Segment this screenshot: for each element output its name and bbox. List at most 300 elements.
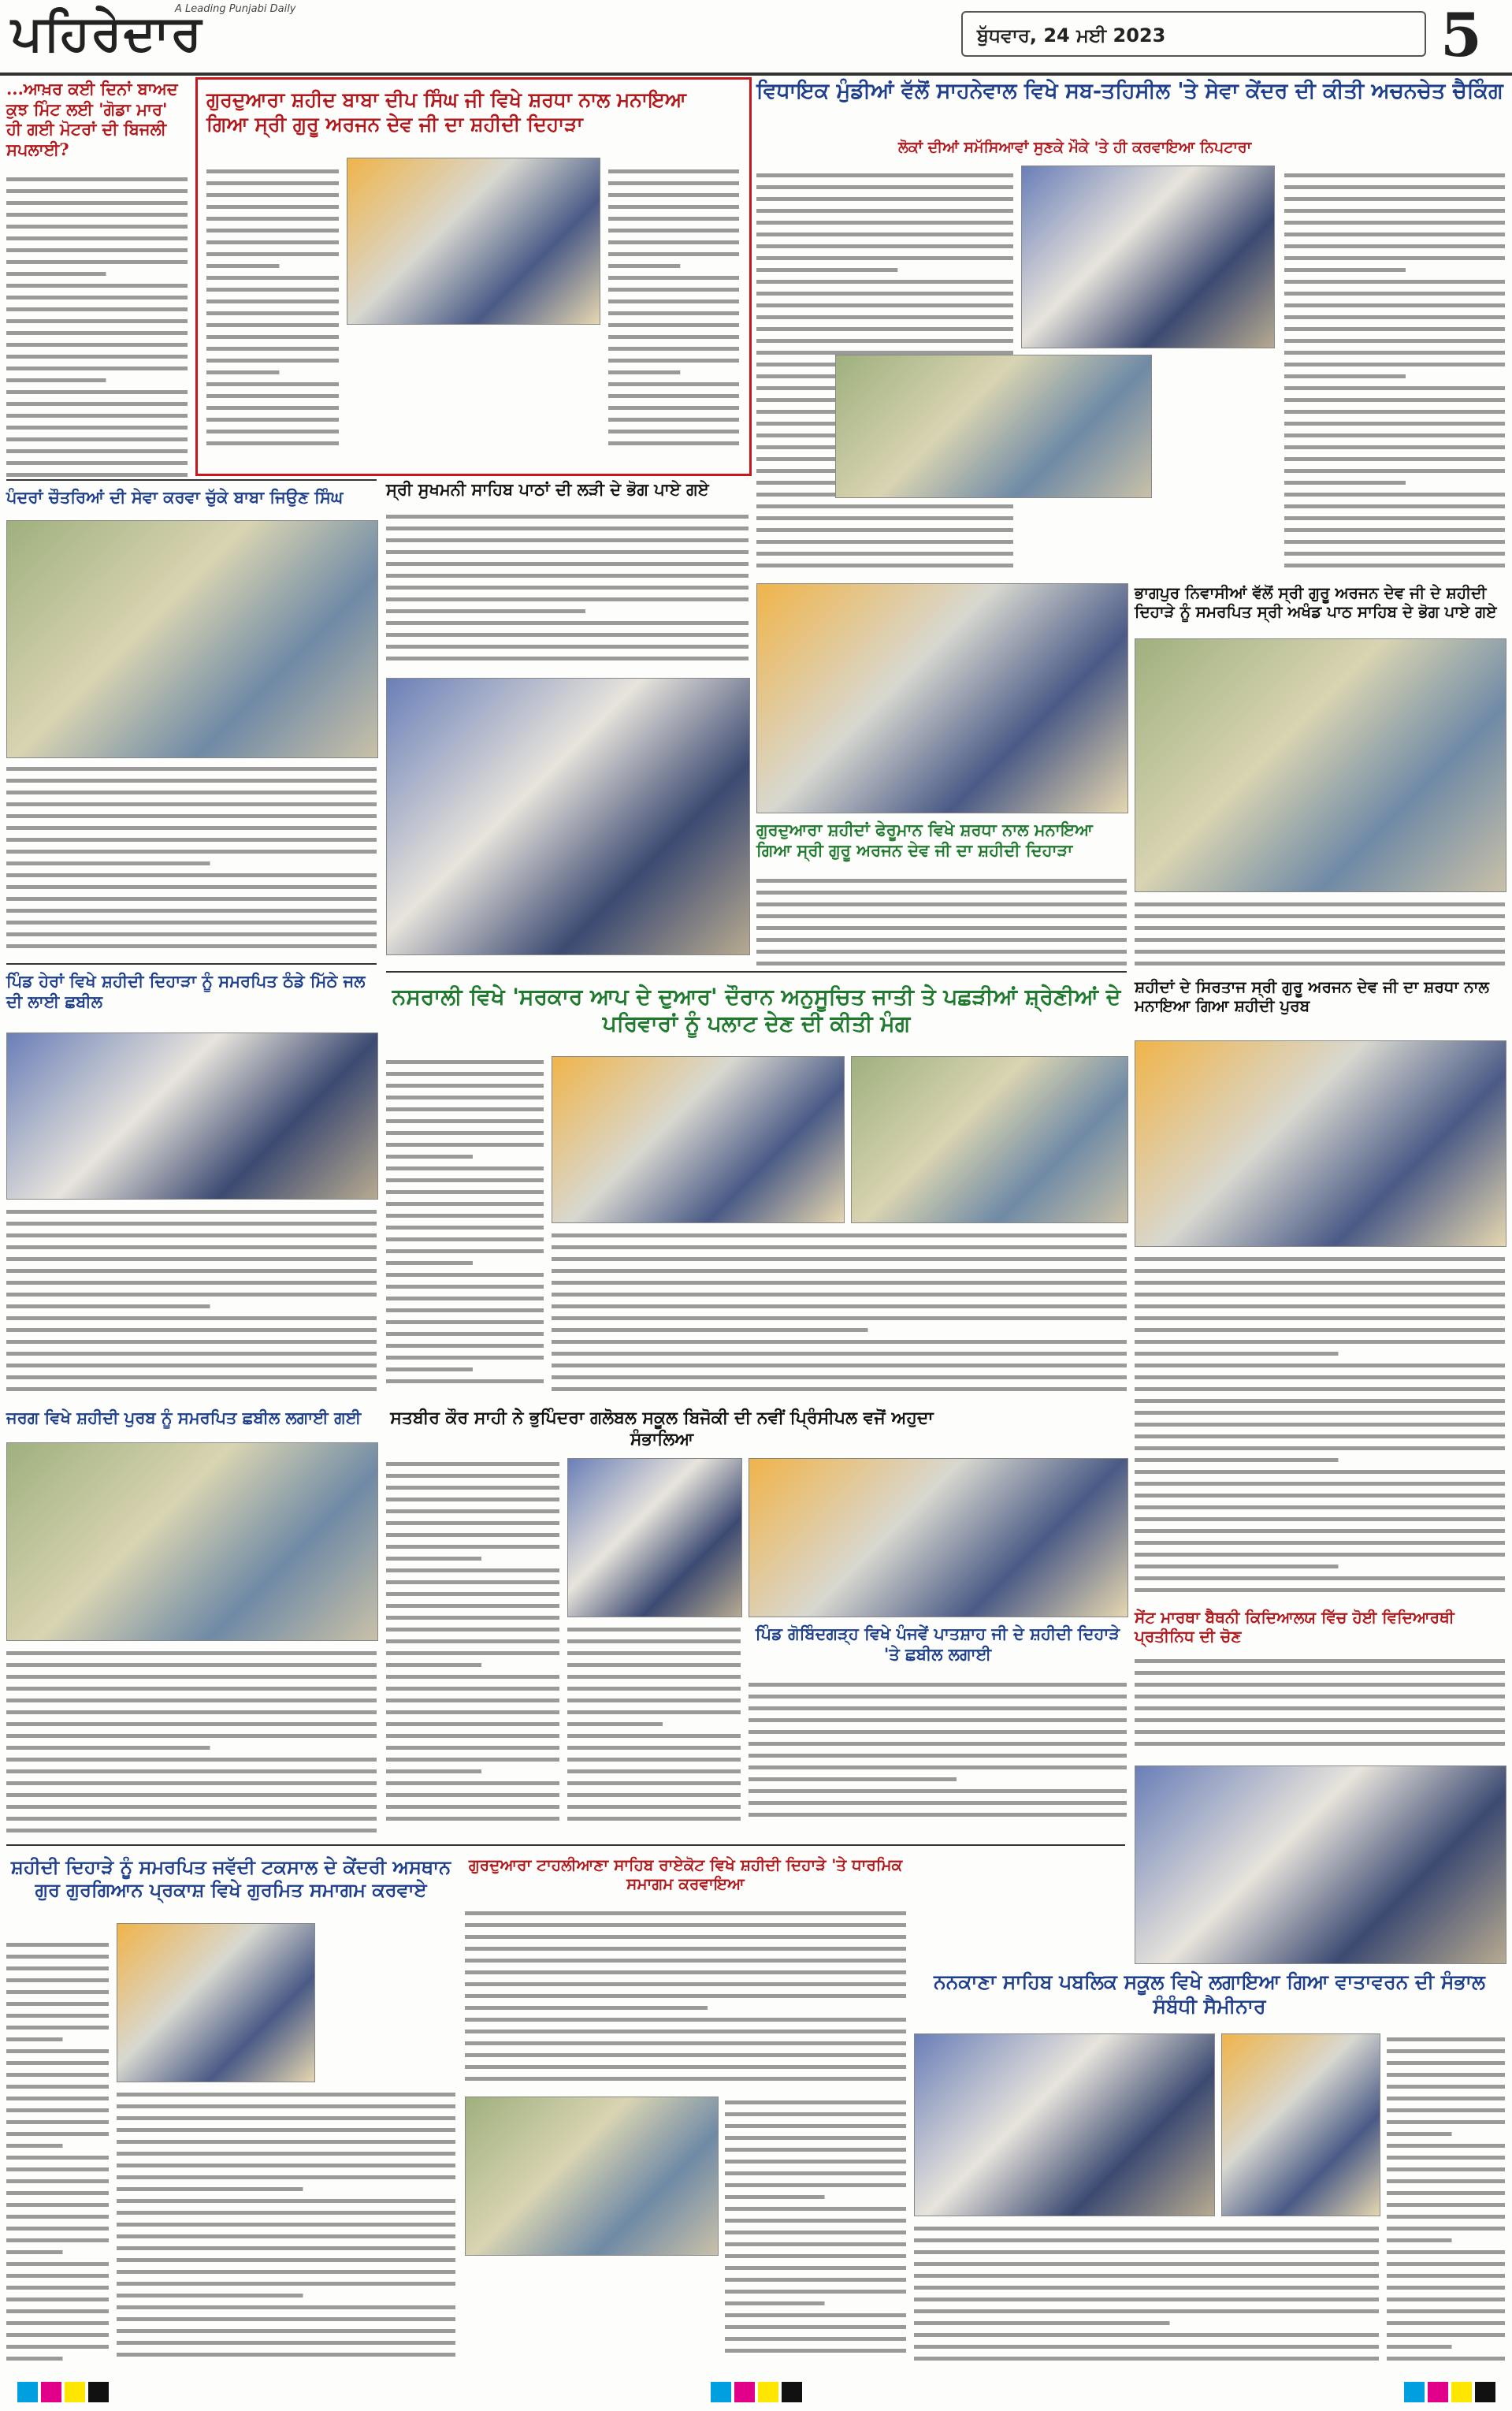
text-line <box>914 2286 1379 2290</box>
text-line <box>1284 173 1505 177</box>
tagline: A Leading Punjabi Daily <box>175 3 296 15</box>
text-line <box>6 390 188 394</box>
text-line <box>1387 2321 1505 2325</box>
text-line <box>6 802 377 806</box>
text-line <box>1135 1281 1505 1285</box>
text-line <box>756 233 1013 236</box>
text-line <box>206 300 339 303</box>
text-line <box>386 1249 544 1253</box>
text-line <box>6 2227 109 2231</box>
text-line <box>914 2250 1379 2254</box>
text-line <box>465 1982 906 1986</box>
text-line <box>1284 457 1505 461</box>
text-line <box>1387 2061 1505 2065</box>
text-line <box>1135 1434 1505 1438</box>
text-line <box>386 550 749 554</box>
text-line <box>6 2309 109 2313</box>
text-line <box>749 1683 1127 1687</box>
article-s5-body <box>386 511 749 668</box>
text-line <box>6 1817 377 1821</box>
text-line <box>1387 2227 1505 2231</box>
text-line <box>465 1911 906 1915</box>
text-line <box>1284 185 1505 189</box>
text-line <box>1284 197 1505 201</box>
text-line <box>1135 1458 1339 1462</box>
text-line <box>1387 2309 1505 2313</box>
text-line <box>1284 303 1505 307</box>
text-line <box>756 938 1127 942</box>
text-line <box>6 378 106 382</box>
text-line <box>1387 2085 1505 2089</box>
text-line <box>6 1316 377 1320</box>
text-line <box>756 292 1013 296</box>
text-line <box>6 284 188 288</box>
text-line <box>117 2199 455 2203</box>
text-line <box>725 2301 825 2305</box>
text-line <box>386 657 749 660</box>
text-line <box>465 2018 906 2022</box>
text-line <box>756 280 1013 284</box>
text-line <box>386 1474 559 1478</box>
text-line <box>6 1710 377 1714</box>
text-line <box>6 2262 109 2266</box>
text-line <box>608 276 739 280</box>
text-line <box>386 1805 559 1809</box>
text-line <box>6 1781 377 1785</box>
cyan-swatch <box>17 2382 38 2402</box>
magenta-swatch <box>41 2382 61 2402</box>
text-line <box>206 252 339 256</box>
text-line <box>386 1155 473 1159</box>
text-line <box>206 394 339 398</box>
text-line <box>608 205 739 209</box>
text-line <box>756 221 1013 225</box>
text-line <box>386 1557 481 1561</box>
text-line <box>756 504 1013 508</box>
text-line <box>386 1486 559 1490</box>
divider <box>386 971 1127 973</box>
text-line <box>725 2313 906 2317</box>
text-line <box>552 1328 868 1332</box>
text-line <box>117 2093 455 2097</box>
cmyk-marks-right <box>1402 2382 1497 2405</box>
text-line <box>552 1364 1127 1367</box>
text-line <box>6 861 210 865</box>
masthead <box>0 0 1512 76</box>
text-line <box>386 1675 559 1679</box>
text-line <box>1284 398 1505 402</box>
text-line <box>6 1651 377 1655</box>
text-line <box>6 1233 377 1237</box>
text-line <box>465 1935 906 1939</box>
text-line <box>386 1237 544 1241</box>
headline-s8: ਪਿੰਡ ਹੇਰਾਂ ਵਿਖੇ ਸ਼ਹੀਦੀ ਦਿਹਾੜਾ ਨੂੰ ਸਮਰਪਿਤ ਠੰਡੇ ਮਿੱਠੇ ਜਲ ਦੀ ਲਾਈ ਛਬੀਲ <box>6 971 366 1011</box>
text-line <box>386 1758 559 1762</box>
text-line <box>386 1769 481 1773</box>
text-line <box>914 2298 1379 2301</box>
text-line <box>608 300 739 303</box>
text-line <box>6 791 377 794</box>
text-line <box>914 2333 1379 2337</box>
black-swatch <box>782 2382 802 2402</box>
article-s2-body-1 <box>206 166 339 457</box>
text-line <box>749 1742 1127 1746</box>
text-line <box>386 1131 544 1135</box>
text-line <box>567 1663 741 1667</box>
text-line <box>756 564 1013 567</box>
text-line <box>756 950 1127 954</box>
text-line <box>465 1994 906 1998</box>
photo-s5 <box>386 678 750 955</box>
photo-s8 <box>6 1032 378 1200</box>
subhead-s3: ਲੋਕਾਂ ਦੀਆਂ ਸਮੱਸਿਆਵਾਂ ਸੁਣਕੇ ਮੌਕੇ 'ਤੇ ਹੀ ਕਰਵਾਇਆ ਨਿਪਟਾਰਾ <box>898 139 1252 156</box>
text-line <box>6 838 377 842</box>
text-line <box>206 229 339 233</box>
text-line <box>6 1990 109 1994</box>
text-lines <box>1284 169 1505 579</box>
text-line <box>1284 351 1505 355</box>
text-line <box>1135 1706 1505 1710</box>
text-line <box>386 1793 559 1797</box>
text-line <box>386 1616 559 1620</box>
text-line <box>6 1293 377 1297</box>
text-line <box>386 621 749 625</box>
text-line <box>1284 433 1505 437</box>
text-line <box>725 2148 906 2152</box>
newspaper-logo: ਪਹਿਰੇਦਾਰ <box>11 4 203 61</box>
text-line <box>386 1651 559 1655</box>
text-line <box>386 1060 544 1064</box>
text-line <box>567 1687 741 1691</box>
text-line <box>6 885 377 889</box>
text-line <box>1284 504 1505 508</box>
text-line <box>117 2329 455 2333</box>
text-line <box>386 1273 544 1277</box>
text-line <box>206 288 339 292</box>
text-line <box>608 406 739 410</box>
text-line <box>6 2108 109 2112</box>
text-line <box>117 2234 455 2238</box>
photo-s3-b <box>835 355 1152 498</box>
text-line <box>1284 292 1505 296</box>
text-line <box>206 430 339 433</box>
text-lines <box>1135 1253 1505 1600</box>
text-line <box>6 2179 109 2183</box>
text-line <box>1284 445 1505 449</box>
text-line <box>608 169 739 173</box>
text-line <box>6 296 188 300</box>
text-line <box>6 1387 377 1391</box>
text-line <box>6 1304 210 1308</box>
text-line <box>725 2219 906 2223</box>
text-lines <box>567 1624 741 1829</box>
text-line <box>386 1332 544 1336</box>
text-line <box>1284 493 1505 497</box>
text-line <box>1135 1340 1505 1344</box>
text-line <box>117 2211 455 2215</box>
text-line <box>386 1592 559 1596</box>
text-line <box>6 2049 109 2053</box>
text-line <box>1284 327 1505 331</box>
photo-s11 <box>6 1442 378 1641</box>
text-line <box>756 339 1013 343</box>
headline-s2: ਗੁਰਦੁਆਰਾ ਸ਼ਹੀਦ ਬਾਬਾ ਦੀਪ ਸਿੰਘ ਜੀ ਵਿਖੇ ਸ਼ਰਧਾ ਨਾਲ ਮਨਾਇਆ ਗਿਆ ਸ੍ਰੀ ਗੁਰੂ ਅਰਜਨ ਦੇਵ ਜੀ ਦਾ ਸ਼ਹੀਦੀ ਦਿਹਾੜਾ <box>206 88 686 136</box>
text-line <box>725 2290 906 2294</box>
text-line <box>386 1462 559 1466</box>
text-line <box>117 2116 455 2120</box>
text-line <box>749 1813 1127 1817</box>
text-line <box>6 2156 109 2160</box>
article-s9-body-1 <box>386 1056 544 1395</box>
headline-s13: ਸੇਂਟ ਮਾਰਥਾ ਬੈਥਨੀ ਕਿਦਿਆਲਯ ਵਿੱਚ ਹੋਈ ਵਿਦਿਆਰਥੀ ਪ੍ਰਤੀਨਿਧ ਦੀ ਚੋਣ <box>1135 1608 1454 1646</box>
text-line <box>1135 1411 1505 1415</box>
text-line <box>386 1096 544 1099</box>
article-s10-body <box>1135 1253 1505 1600</box>
text-line <box>386 1568 559 1572</box>
text-line <box>1284 469 1505 473</box>
text-line <box>1284 552 1505 556</box>
text-line <box>725 2100 906 2104</box>
text-line <box>1135 1541 1505 1545</box>
article-s1-body <box>6 173 188 489</box>
text-line <box>1135 938 1505 942</box>
text-line <box>725 2278 906 2282</box>
text-line <box>1135 1316 1505 1320</box>
text-line <box>206 418 339 422</box>
text-line <box>567 1758 741 1762</box>
article-s15-body-2 <box>117 2089 455 2364</box>
text-line <box>6 1663 377 1667</box>
text-line <box>6 2238 109 2242</box>
article-s7-body <box>756 875 1127 969</box>
text-line <box>386 1084 544 1088</box>
text-lines <box>386 1056 544 1395</box>
text-line <box>6 2333 109 2337</box>
text-line <box>1135 1387 1505 1391</box>
text-line <box>756 303 1013 307</box>
text-line <box>117 2152 455 2156</box>
text-line <box>117 2258 455 2262</box>
text-line <box>386 1072 544 1076</box>
text-line <box>1135 1659 1505 1663</box>
text-line <box>6 2274 109 2278</box>
text-line <box>6 2345 109 2349</box>
text-line <box>756 902 1127 906</box>
text-line <box>6 1328 377 1332</box>
headline-s5: ਸ੍ਰੀ ਸੁਖਮਨੀ ਸਾਹਿਬ ਪਾਠਾਂ ਦੀ ਲੜੀ ਦੇ ਭੋਗ ਪਾਏ ਗਏ <box>386 479 709 499</box>
text-line <box>567 1793 741 1797</box>
text-line <box>1387 2073 1505 2077</box>
headline-s15: ਸ਼ਹੀਦੀ ਦਿਹਾੜੇ ਨੂੰ ਸਮਰਪਿਤ ਜਵੱਦੀ ਟਕਸਾਲ ਦੇ ਕੇਂਦਰੀ ਅਸਥਾਨ ਗੁਰ ਗੁਰਗਿਆਨ ਪ੍ਰਕਾਸ਼ ਵਿਖੇ ਗੁਰਮਿਤ ਸਮਾਗਮ ਕਰਵਾਏ <box>10 1855 451 1902</box>
text-lines <box>1387 2033 1505 2364</box>
text-line <box>1135 1328 1505 1332</box>
text-line <box>386 1214 544 1218</box>
text-line <box>1135 1565 1339 1568</box>
text-line <box>1135 1423 1505 1427</box>
text-line <box>6 1281 377 1285</box>
text-line <box>608 394 739 398</box>
text-line <box>386 1367 473 1371</box>
text-line <box>567 1710 741 1714</box>
text-line <box>608 441 739 445</box>
text-line <box>465 1947 906 1951</box>
text-line <box>749 1706 1127 1710</box>
text-line <box>386 1261 473 1265</box>
text-line <box>465 2077 906 2081</box>
text-line <box>552 1293 1127 1297</box>
text-line <box>567 1817 741 1821</box>
text-line <box>1387 2132 1452 2136</box>
text-line <box>6 355 188 359</box>
text-line <box>1284 256 1505 260</box>
text-line <box>1387 2191 1505 2195</box>
text-line <box>552 1304 1127 1308</box>
text-line <box>756 962 1127 966</box>
text-line <box>725 2242 906 2246</box>
text-line <box>725 2337 906 2341</box>
text-line <box>465 1959 906 1963</box>
text-line <box>6 1805 377 1809</box>
text-line <box>725 2183 906 2187</box>
yellow-swatch <box>1451 2382 1472 2402</box>
text-line <box>1387 2203 1505 2207</box>
text-line <box>206 347 339 351</box>
text-lines <box>386 511 749 668</box>
article-s16-body <box>465 1907 906 2089</box>
text-line <box>206 359 339 363</box>
text-line <box>1387 2333 1505 2337</box>
text-line <box>1135 1269 1505 1273</box>
text-line <box>1284 374 1406 378</box>
text-line <box>6 1758 377 1762</box>
text-line <box>6 1769 377 1773</box>
text-line <box>1135 1375 1505 1379</box>
headline-s7: ਗੁਰਦੁਆਰਾ ਸ਼ਹੀਦਾਂ ਫੇਰੂਮਾਨ ਵਿਖੇ ਸ਼ਰਧਾ ਨਾਲ ਮਨਾਇਆ ਗਿਆ ਸ੍ਰੀ ਗੁਰੂ ਅਰਜਨ ਦੇਵ ਜੀ ਦਾ ਸ਼ਹੀਦੀ ਦਿਹਾੜਾ <box>756 820 1093 860</box>
text-line <box>1135 1671 1505 1675</box>
text-line <box>914 2345 1379 2349</box>
text-line <box>117 2305 455 2309</box>
text-line <box>1135 1718 1505 1722</box>
text-line <box>608 323 739 327</box>
text-line <box>6 2026 109 2030</box>
text-line <box>206 264 279 268</box>
text-line <box>6 2097 109 2100</box>
text-line <box>1135 1742 1505 1746</box>
text-line <box>914 2238 1379 2242</box>
text-line <box>1284 528 1505 532</box>
text-line <box>1284 280 1505 284</box>
text-line <box>6 236 188 240</box>
photo-s9 <box>552 1056 845 1223</box>
text-line <box>117 2128 455 2132</box>
text-line <box>1284 410 1505 414</box>
text-line <box>6 2321 109 2325</box>
text-line <box>6 1687 377 1691</box>
text-line <box>6 2120 109 2124</box>
text-line <box>567 1639 741 1643</box>
text-line <box>608 229 739 233</box>
photo-s17 <box>914 2033 1215 2216</box>
text-line <box>1284 564 1505 567</box>
text-line <box>386 1344 544 1348</box>
text-line <box>6 1722 377 1726</box>
text-lines <box>914 2223 1379 2364</box>
text-line <box>465 2053 906 2057</box>
text-line <box>6 1943 109 1947</box>
text-line <box>756 209 1013 213</box>
text-line <box>914 2262 1379 2266</box>
text-line <box>1135 1588 1505 1592</box>
text-line <box>608 193 739 197</box>
text-line <box>1284 363 1505 366</box>
text-line <box>6 897 377 901</box>
text-line <box>6 461 188 465</box>
cyan-swatch <box>1404 2382 1425 2402</box>
text-line <box>1135 1494 1505 1498</box>
text-line <box>725 2325 906 2329</box>
text-line <box>386 1379 544 1383</box>
photo-s15 <box>117 1923 315 2082</box>
text-line <box>914 2227 1379 2231</box>
text-line <box>6 1675 377 1679</box>
text-line <box>1135 1683 1505 1687</box>
text-line <box>386 1781 559 1785</box>
text-line <box>206 193 339 197</box>
text-line <box>749 1730 1127 1734</box>
text-line <box>1387 2345 1452 2349</box>
text-line <box>6 2085 109 2089</box>
text-line <box>1284 516 1505 520</box>
text-line <box>608 347 739 351</box>
text-line <box>6 2286 109 2290</box>
text-line <box>725 2207 906 2211</box>
text-line <box>6 944 377 948</box>
text-line <box>1387 2167 1505 2171</box>
headline-s16: ਗੁਰਦੁਆਰਾ ਟਾਹਲੀਆਣਾ ਸਾਹਿਬ ਰਾਏਕੋਟ ਵਿਖੇ ਸ਼ਹੀਦੀ ਦਿਹਾੜੇ 'ਤੇ ਧਾਰਮਿਕ ਸਮਾਗਮ ਕਰਵਾਇਆ <box>468 1855 903 1894</box>
text-line <box>206 311 339 315</box>
text-line <box>6 1340 377 1344</box>
text-line <box>608 288 739 292</box>
text-line <box>386 538 749 542</box>
text-line <box>386 1604 559 1608</box>
cmyk-marks-left <box>16 2382 110 2405</box>
text-line <box>1284 209 1505 213</box>
text-line <box>1135 1364 1505 1367</box>
text-line <box>386 1178 544 1182</box>
text-line <box>6 402 188 406</box>
text-line <box>1387 2298 1505 2301</box>
article-s11-body <box>6 1647 377 1836</box>
article-s12-body-1 <box>386 1458 559 1829</box>
text-line <box>552 1281 1127 1285</box>
article-s6-body <box>1135 899 1505 969</box>
text-line <box>386 1320 544 1324</box>
text-line <box>386 1285 544 1289</box>
text-line <box>1284 244 1505 248</box>
photo-s3 <box>1021 166 1275 348</box>
text-line <box>386 526 749 530</box>
text-line <box>6 437 188 441</box>
text-lines <box>117 2089 455 2364</box>
text-line <box>1135 962 1505 966</box>
headline-s17: ਨਨਕਾਣਾ ਸਾਹਿਬ ਪਬਲਿਕ ਸਕੂਲ ਵਿਖੇ ਲਗਾਇਆ ਗਿਆ ਵਾਤਾਵਰਨ ਦੀ ਸੰਭਾਲ ਸੰਬੰਧੀ ਸੈਮੀਨਾਰ <box>934 1970 1485 2018</box>
yellow-swatch <box>65 2382 85 2402</box>
text-line <box>567 1651 741 1655</box>
text-line <box>386 633 749 637</box>
text-line <box>6 1269 377 1273</box>
text-line <box>552 1340 1127 1344</box>
text-line <box>567 1722 663 1726</box>
